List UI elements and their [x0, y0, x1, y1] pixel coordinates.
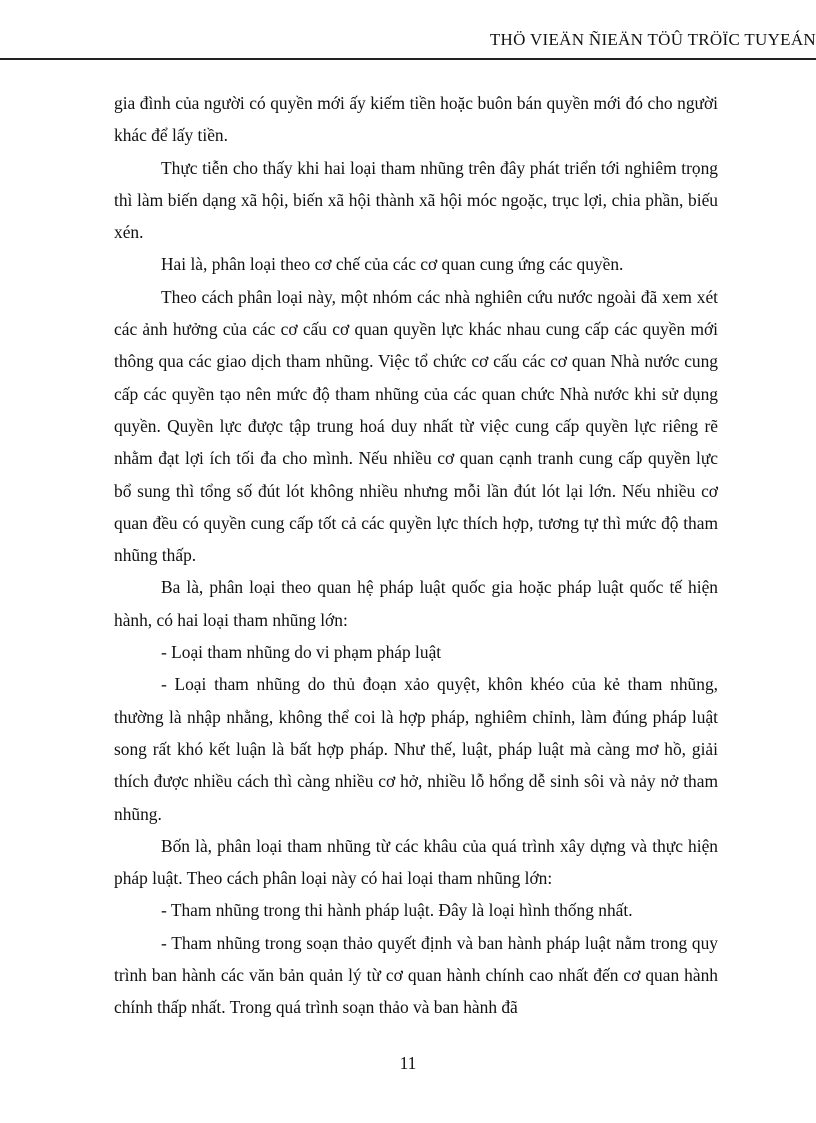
list-item: - Loại tham nhũng do thủ đoạn xảo quyệt, khôn khéo của kẻ tham nhũng, thường là nhập nhằng, không thể coi là hợp pháp, nghiêm chỉnh, làm đúng pháp luật song rất khó kết luận là bất hợp pháp. Như thế, luật, pháp luật mà càng mơ hồ, giải thích được nhiều cách thì càng nhiều cơ hở, nhiều lỗ hổng dễ sinh sôi và nảy nở tham nhũng. — [114, 674, 718, 824]
paragraph: Thực tiễn cho thấy khi hai loại tham nhũng trên đây phát triển tới nghiêm trọng thì làm biến dạng xã hội, biến xã hội thành xã hội móc ngoặc, trục lợi, chia phần, biếu xén. — [114, 157, 718, 243]
paragraph: Hai là, phân loại theo cơ chế của các cơ quan cung ứng các quyền. — [161, 254, 624, 275]
paragraph: Bốn là, phân loại tham nhũng từ các khâu của quá trình xây dựng và thực hiện pháp luật. Theo cách phân loại này có hai loại tham nhũng lớn: — [114, 835, 718, 889]
paragraph: gia đình của người có quyền mới ấy kiếm tiền hoặc buôn bán quyền mới đó cho người khác để lấy tiền. — [114, 93, 718, 146]
list-item: - Loại tham nhũng do vi phạm pháp luật — [161, 642, 442, 663]
page-number: 11 — [399, 1053, 417, 1073]
paragraph: Ba là, phân loại theo quan hệ pháp luật quốc gia hoặc pháp luật quốc tế hiện hành, có hai loại tham nhũng lớn: — [114, 577, 718, 630]
running-header: THÖ VIEÄN ÑIEÄN TÖÛ TRÖÏC TUYEÁN — [489, 30, 816, 49]
document-body — [114, 87, 718, 1024]
list-item: - Tham nhũng trong soạn thảo quyết định và ban hành pháp luật nằm trong quy trình ban hành các văn bản quản lý từ cơ quan hành chính cao nhất đến cơ quan hành chính thấp nhất. Trong quá trình soạn thảo và ban hành đã — [114, 932, 718, 1018]
list-item: - Tham nhũng trong thi hành pháp luật. Đây là loại hình thống nhất. — [161, 900, 633, 921]
paragraph: Theo cách phân loại này, một nhóm các nhà nghiên cứu nước ngoài đã xem xét các ảnh hưởng của các cơ cấu cơ quan quyền lực khác nhau cung cấp các quyền mới thông qua các giao dịch tham nhũng. Việc tổ chức cơ cấu các cơ quan Nhà nước cung cấp các quyền tạo nên mức độ tham nhũng của các quan chức Nhà nước khi sử dụng quyền. Quyền lực được tập trung hoá duy nhất từ việc cung cấp quyền lực riêng rẽ nhằm đạt lợi ích tối đa cho mình. Nếu nhiều cơ quan cạnh tranh cung cấp quyền lực bổ sung thì tổng số đút lót không nhiều nhưng mỗi lần đút lót lại lớn. Nếu nhiều cơ quan đều có quyền cung cấp tốt cả các quyền lực thích hợp, tương tự thì mức độ tham nhũng thấp. — [114, 286, 718, 566]
header-divider — [0, 58, 816, 60]
